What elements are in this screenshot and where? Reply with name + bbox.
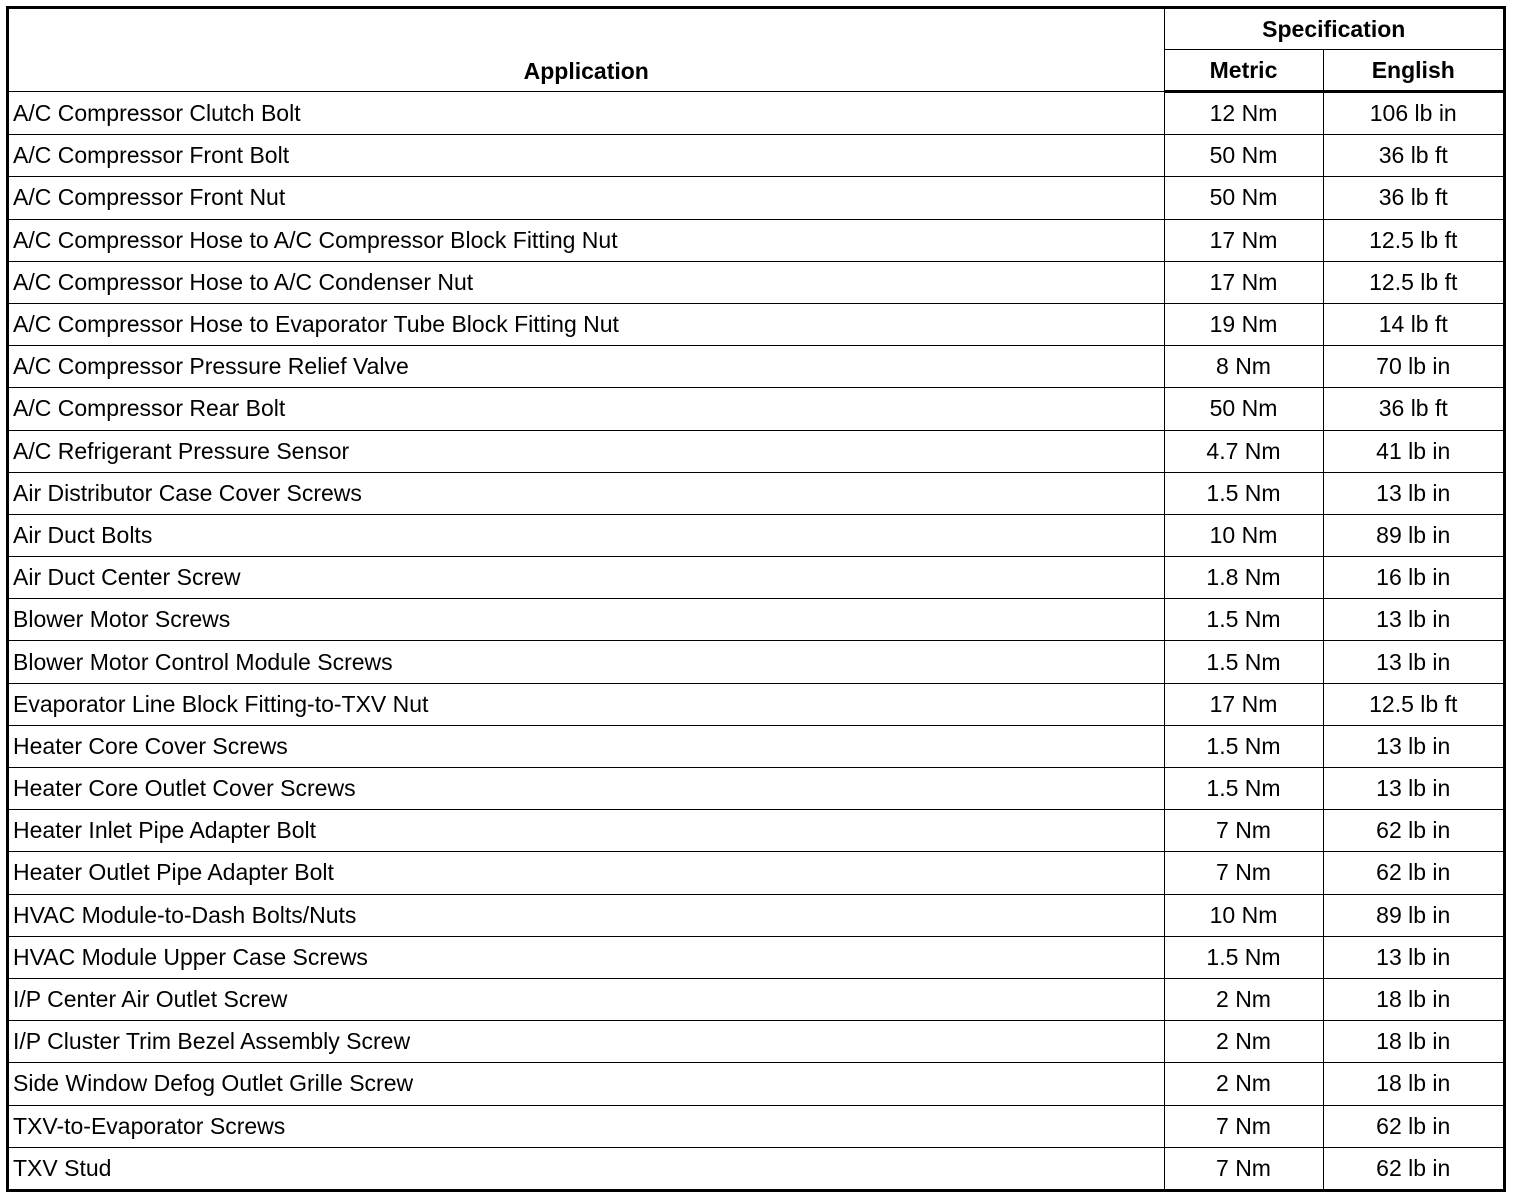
application-cell: Heater Inlet Pipe Adapter Bolt <box>9 810 1164 852</box>
application-cell: Evaporator Line Block Fitting-to-TXV Nut <box>9 683 1164 725</box>
metric-cell: 8 Nm <box>1164 346 1323 388</box>
application-cell: Blower Motor Control Module Screws <box>9 641 1164 683</box>
application-cell: A/C Compressor Front Bolt <box>9 135 1164 177</box>
torque-spec-table <box>9 9 1503 1189</box>
application-cell: A/C Compressor Hose to A/C Condenser Nut <box>9 261 1164 303</box>
table-row <box>9 683 1503 725</box>
table-row <box>9 768 1503 810</box>
application-cell: Heater Core Cover Screws <box>9 725 1164 767</box>
english-cell: 13 lb in <box>1323 936 1503 978</box>
metric-column-header: Metric <box>1164 50 1323 92</box>
application-cell: Heater Outlet Pipe Adapter Bolt <box>9 852 1164 894</box>
english-cell: 18 lb in <box>1323 978 1503 1020</box>
english-cell: 89 lb in <box>1323 894 1503 936</box>
application-cell: Air Duct Bolts <box>9 514 1164 556</box>
application-column-header: Application <box>9 9 1164 92</box>
metric-cell: 50 Nm <box>1164 388 1323 430</box>
table-row <box>9 388 1503 430</box>
english-cell: 36 lb ft <box>1323 388 1503 430</box>
metric-cell: 50 Nm <box>1164 135 1323 177</box>
application-cell: I/P Cluster Trim Bezel Assembly Screw <box>9 1021 1164 1063</box>
english-cell: 62 lb in <box>1323 1105 1503 1147</box>
metric-cell: 1.8 Nm <box>1164 557 1323 599</box>
english-column-header: English <box>1323 50 1503 92</box>
metric-cell: 1.5 Nm <box>1164 472 1323 514</box>
table-row <box>9 894 1503 936</box>
metric-cell: 2 Nm <box>1164 1063 1323 1105</box>
table-row <box>9 978 1503 1020</box>
metric-cell: 2 Nm <box>1164 978 1323 1020</box>
english-cell: 13 lb in <box>1323 725 1503 767</box>
english-cell: 13 lb in <box>1323 599 1503 641</box>
specification-group-header: Specification <box>1164 9 1503 50</box>
metric-cell: 4.7 Nm <box>1164 430 1323 472</box>
metric-cell: 17 Nm <box>1164 261 1323 303</box>
metric-cell: 7 Nm <box>1164 1147 1323 1189</box>
application-cell: TXV-to-Evaporator Screws <box>9 1105 1164 1147</box>
english-cell: 106 lb in <box>1323 92 1503 135</box>
english-cell: 89 lb in <box>1323 514 1503 556</box>
metric-cell: 10 Nm <box>1164 514 1323 556</box>
metric-cell: 1.5 Nm <box>1164 641 1323 683</box>
table-row <box>9 936 1503 978</box>
english-cell: 41 lb in <box>1323 430 1503 472</box>
english-cell: 18 lb in <box>1323 1063 1503 1105</box>
table-row <box>9 810 1503 852</box>
table-row <box>9 219 1503 261</box>
english-cell: 12.5 lb ft <box>1323 219 1503 261</box>
english-cell: 13 lb in <box>1323 472 1503 514</box>
table-body <box>9 92 1503 1190</box>
application-cell: Air Duct Center Screw <box>9 557 1164 599</box>
table-row <box>9 1063 1503 1105</box>
application-cell: Blower Motor Screws <box>9 599 1164 641</box>
table-row <box>9 514 1503 556</box>
table-row <box>9 1147 1503 1189</box>
table-row <box>9 1021 1503 1063</box>
metric-cell: 7 Nm <box>1164 852 1323 894</box>
table-header <box>9 9 1503 92</box>
metric-cell: 1.5 Nm <box>1164 768 1323 810</box>
table-row <box>9 599 1503 641</box>
application-cell: Heater Core Outlet Cover Screws <box>9 768 1164 810</box>
metric-cell: 7 Nm <box>1164 1105 1323 1147</box>
metric-cell: 2 Nm <box>1164 1021 1323 1063</box>
application-cell: HVAC Module Upper Case Screws <box>9 936 1164 978</box>
application-cell: TXV Stud <box>9 1147 1164 1189</box>
application-cell: I/P Center Air Outlet Screw <box>9 978 1164 1020</box>
table-row <box>9 303 1503 345</box>
torque-spec-table-frame <box>6 6 1506 1192</box>
table-row <box>9 135 1503 177</box>
english-cell: 36 lb ft <box>1323 177 1503 219</box>
table-row <box>9 472 1503 514</box>
table-row <box>9 177 1503 219</box>
application-cell: A/C Compressor Hose to A/C Compressor Block Fitting Nut <box>9 219 1164 261</box>
table-row <box>9 725 1503 767</box>
metric-cell: 17 Nm <box>1164 219 1323 261</box>
table-row <box>9 430 1503 472</box>
english-cell: 70 lb in <box>1323 346 1503 388</box>
table-row <box>9 641 1503 683</box>
english-cell: 36 lb ft <box>1323 135 1503 177</box>
metric-cell: 1.5 Nm <box>1164 599 1323 641</box>
english-cell: 13 lb in <box>1323 641 1503 683</box>
english-cell: 12.5 lb ft <box>1323 261 1503 303</box>
table-row <box>9 346 1503 388</box>
metric-cell: 50 Nm <box>1164 177 1323 219</box>
application-cell: A/C Compressor Clutch Bolt <box>9 92 1164 135</box>
english-cell: 16 lb in <box>1323 557 1503 599</box>
english-cell: 12.5 lb ft <box>1323 683 1503 725</box>
english-cell: 13 lb in <box>1323 768 1503 810</box>
application-cell: A/C Compressor Front Nut <box>9 177 1164 219</box>
metric-cell: 12 Nm <box>1164 92 1323 135</box>
application-cell: Air Distributor Case Cover Screws <box>9 472 1164 514</box>
application-cell: A/C Compressor Rear Bolt <box>9 388 1164 430</box>
table-row <box>9 92 1503 135</box>
application-cell: Side Window Defog Outlet Grille Screw <box>9 1063 1164 1105</box>
english-cell: 62 lb in <box>1323 852 1503 894</box>
metric-cell: 1.5 Nm <box>1164 725 1323 767</box>
application-cell: A/C Compressor Pressure Relief Valve <box>9 346 1164 388</box>
english-cell: 18 lb in <box>1323 1021 1503 1063</box>
application-cell: A/C Compressor Hose to Evaporator Tube Block Fitting Nut <box>9 303 1164 345</box>
application-cell: HVAC Module-to-Dash Bolts/Nuts <box>9 894 1164 936</box>
metric-cell: 19 Nm <box>1164 303 1323 345</box>
english-cell: 62 lb in <box>1323 810 1503 852</box>
english-cell: 62 lb in <box>1323 1147 1503 1189</box>
table-row <box>9 261 1503 303</box>
table-row <box>9 1105 1503 1147</box>
application-cell: A/C Refrigerant Pressure Sensor <box>9 430 1164 472</box>
english-cell: 14 lb ft <box>1323 303 1503 345</box>
metric-cell: 1.5 Nm <box>1164 936 1323 978</box>
metric-cell: 17 Nm <box>1164 683 1323 725</box>
table-row <box>9 852 1503 894</box>
metric-cell: 10 Nm <box>1164 894 1323 936</box>
table-row <box>9 557 1503 599</box>
metric-cell: 7 Nm <box>1164 810 1323 852</box>
